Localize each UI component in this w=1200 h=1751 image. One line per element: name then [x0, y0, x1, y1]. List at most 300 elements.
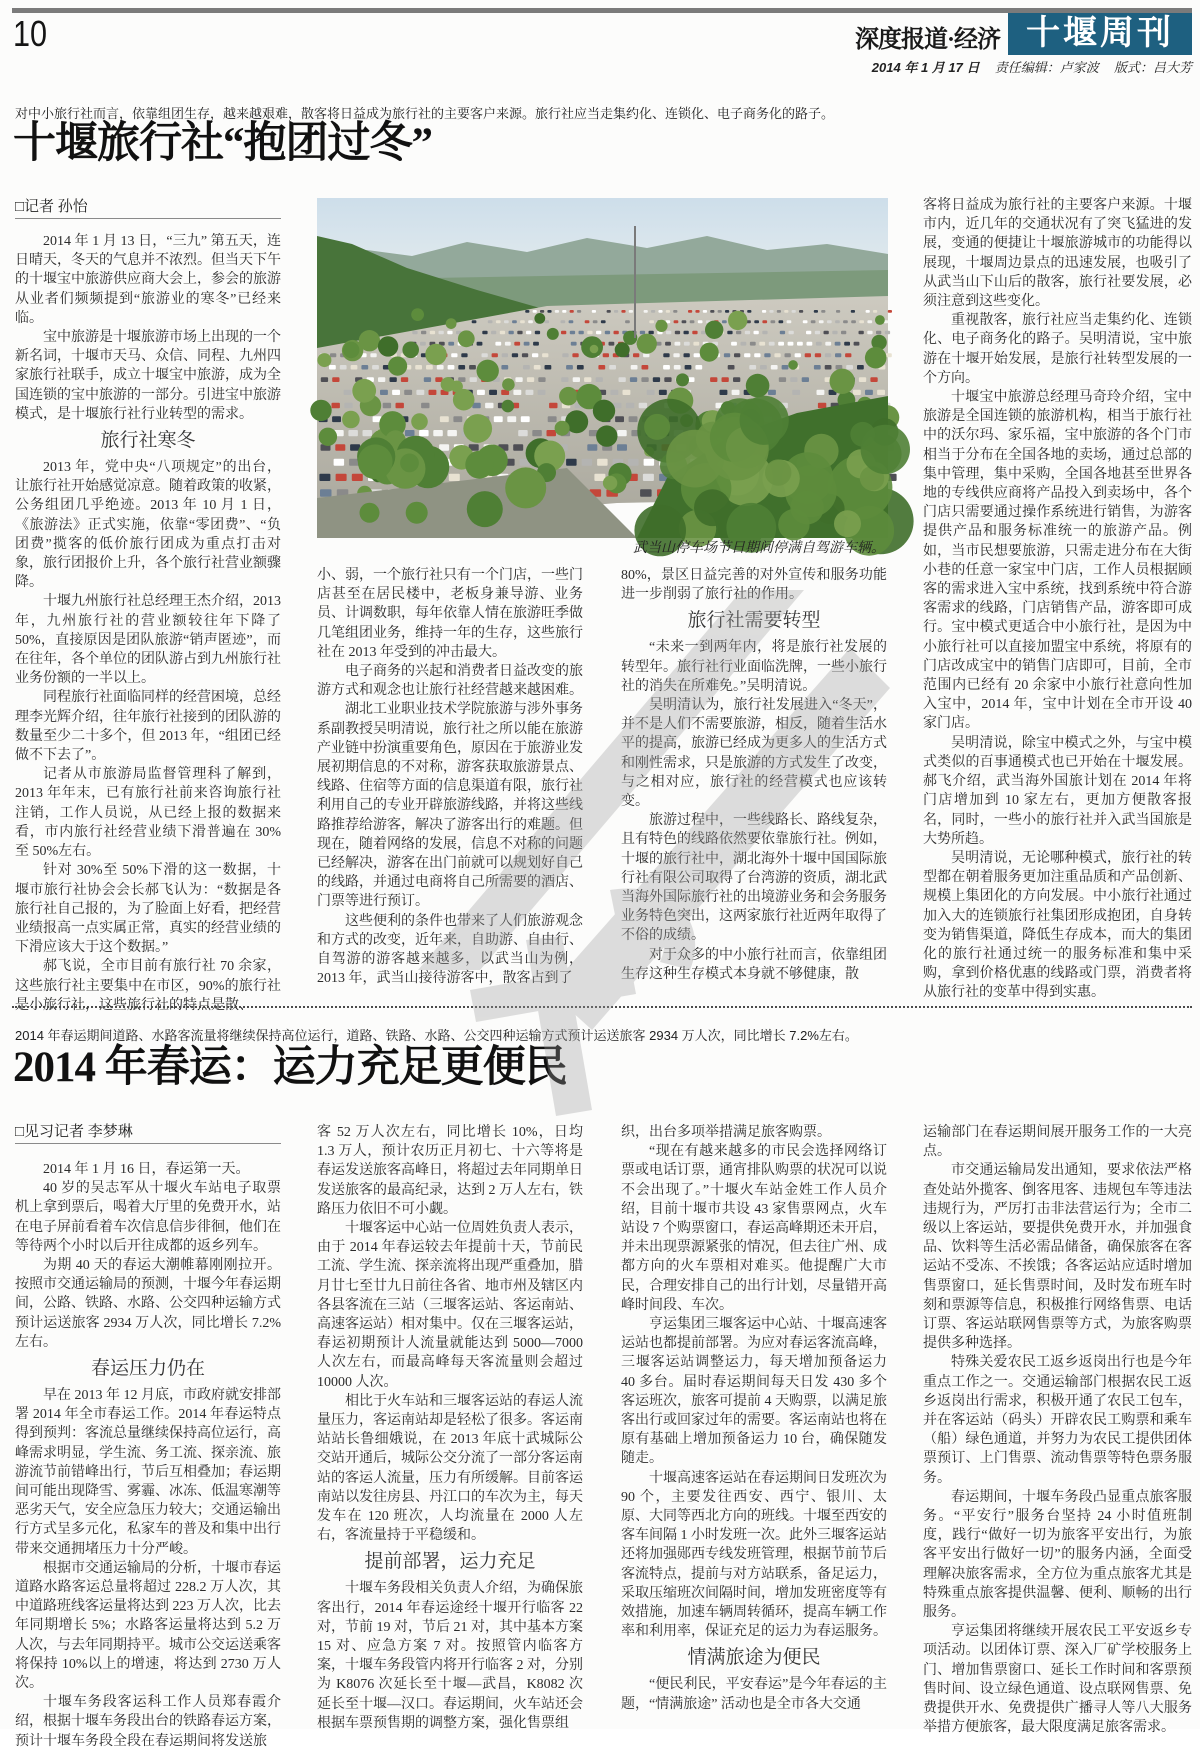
car: [859, 331, 864, 334]
car: [571, 342, 577, 346]
car: [521, 416, 530, 422]
car: [818, 403, 826, 409]
car: [866, 310, 870, 313]
car: [628, 459, 639, 466]
car: [469, 365, 476, 370]
car: [749, 365, 756, 370]
car: [494, 416, 503, 422]
car: [870, 377, 877, 382]
car: [692, 331, 697, 334]
car: [629, 310, 633, 313]
layout-editor: 版式：吕大芳: [1113, 60, 1192, 75]
car: [644, 459, 655, 466]
car: [643, 353, 649, 357]
car: [803, 320, 808, 323]
car: [448, 365, 455, 370]
car: [795, 353, 801, 357]
car: [532, 353, 538, 357]
car: [507, 416, 516, 422]
tree: [425, 344, 446, 365]
foliage: [834, 510, 861, 537]
column-subheading: 提前部署，运力充足: [364, 1551, 536, 1573]
date-editor-line: [872, 60, 1192, 75]
car: [768, 390, 776, 395]
car: [806, 331, 811, 334]
paragraph: 市交通运输局发出通知，要求依法严格查处站外揽客、倒客甩客、违规包车等违法违规行为，严厉打击非法营运行为；全市二级以上客运站，要提供免费开水，并加强食品、饮料等生活必需品储备，确保旅客在客运站不受冻、不挨饿；各客运站应适时增加售票窗口，延长售票时间，及时发布班车时刻和票源等信息，积极推行网络售票、电话订票、客运站联网售票等方式，为旅客购票提供多种选择。: [923, 1163, 1192, 1352]
tree: [603, 476, 617, 490]
car: [750, 342, 756, 346]
car: [694, 353, 700, 357]
tree: [352, 379, 376, 403]
car: [482, 353, 488, 357]
car: [582, 459, 593, 466]
car: [527, 377, 534, 382]
car: [535, 331, 540, 334]
article-deck: 对中小旅行社而言，依靠组团生存，越来越艰难，散客将日益成为旅行社的主要客户来源。旅行社应当走集约化、连锁化、电子商务化的路子。: [15, 106, 835, 121]
car: [851, 310, 855, 313]
car: [526, 390, 534, 395]
car: [577, 310, 581, 313]
car: [835, 342, 841, 346]
car: [673, 353, 679, 357]
article-column: [621, 1123, 887, 1729]
car: [605, 331, 610, 334]
foliage: [358, 444, 393, 479]
paragraph: 同程旅行社面临同样的经营困境，总经理李光辉介绍，往年旅行社接到的团队游的数量至少二十多个，但 2013 年，“组团已经做不下去了”。: [15, 690, 281, 764]
car: [485, 403, 493, 409]
paragraph: 小、弱，一个旅行社只有一个门店，一些门店甚至在居民楼中，老板身兼导游、业务员、计调数职，每年依靠人情在旅游旺季做几笔组团业务，维持一年的生存，这些旅行社在 2013 年受到的冲击最大。: [317, 568, 583, 660]
car: [614, 331, 619, 334]
car: [769, 310, 773, 313]
car: [732, 390, 740, 395]
car: [549, 403, 557, 409]
car: [461, 353, 467, 357]
car: [865, 390, 873, 395]
car: [845, 353, 851, 357]
car: [785, 353, 791, 357]
car: [538, 390, 546, 395]
tree: [319, 428, 337, 446]
paragraph: 2013 年，党中央“八项规定”的出台，让旅行社开始感觉凉意。随着政策的收紧，公务组团几乎绝迹。2013 年 10 月 1 日，《旅游法》正式实施，依靠“零团费”、“负团费”揽客的低价旅行团成为重点打击对象，旅行团报价上升，各个旅行社营业额骤降。: [15, 460, 281, 591]
foliage: [360, 503, 380, 523]
car: [561, 320, 566, 323]
paragraph: 根据市交通运输局的分析，十堰市春运道路水路客运总量将超过 228.2 万人次，其中道路班线客运量将达到 223 万人次，比去年同期增长 5%；水路客运量将达到 5.2 万人次，与去年同期持平。城市公交运送乘客将保持 10%以上的增速，将达到 2730 万人次。: [15, 1560, 281, 1692]
car: [430, 331, 435, 334]
car: [695, 365, 702, 370]
car: [540, 310, 544, 313]
car: [684, 353, 690, 357]
car: [334, 459, 345, 466]
paragraph: 客将日益成为旅行社的主要客户来源。十堰市内，近几年的交通状况有了突飞猛进的发展，变通的便捷让十堰旅游城市的功能得以展现，十堰周边景点的迅速发展，也吸引了从武当山下山后的散客，旅行社要发展，必须注意到这些变化。: [923, 198, 1192, 310]
car: [771, 320, 776, 323]
car: [736, 331, 741, 334]
tree: [746, 374, 770, 398]
tree: [676, 373, 689, 386]
tree: [310, 400, 331, 421]
article-column: [923, 1123, 1192, 1736]
car: [514, 342, 520, 346]
car: [778, 342, 784, 346]
tree: [463, 414, 492, 443]
car: [447, 331, 452, 334]
page-number: 10: [13, 13, 48, 54]
car: [405, 430, 415, 436]
paragraph: 十堰车务段客运科工作人员郑春霞介绍，根据十堰车务段出台的铁路春运方案，预计十堰车务段全段在春运期间将发送旅: [15, 1695, 281, 1749]
car: [754, 331, 759, 334]
car: [859, 320, 864, 323]
car: [684, 342, 690, 346]
car: [570, 310, 574, 313]
car: [619, 377, 626, 382]
car: [429, 390, 437, 395]
car: [477, 342, 483, 346]
car: [651, 310, 655, 313]
car: [404, 390, 412, 395]
tree: [453, 389, 475, 411]
car: [754, 353, 760, 357]
car: [674, 320, 679, 323]
car: [695, 310, 699, 313]
car: [779, 377, 786, 382]
car: [674, 365, 681, 370]
car: [760, 365, 767, 370]
car: [335, 444, 345, 451]
car: [663, 365, 670, 370]
car: [532, 430, 542, 436]
car: [640, 331, 645, 334]
car: [518, 430, 528, 436]
tree: [615, 342, 630, 357]
car: [876, 331, 881, 334]
tree: [700, 343, 719, 362]
car: [579, 331, 584, 334]
car: [703, 310, 707, 313]
car: [321, 377, 328, 382]
car: [585, 320, 590, 323]
responsible-editor: 责任编辑：卢家波: [994, 60, 1099, 75]
car: [496, 320, 501, 323]
car: [561, 377, 568, 382]
car: [501, 365, 508, 370]
car: [477, 390, 485, 395]
car: [811, 320, 816, 323]
car: [710, 310, 714, 313]
car: [675, 331, 680, 334]
tree: [637, 334, 657, 354]
car: [491, 331, 496, 334]
car: [851, 320, 856, 323]
car: [741, 342, 747, 346]
car: [617, 430, 627, 436]
car: [844, 342, 850, 346]
car: [495, 342, 501, 346]
car: [332, 403, 340, 409]
car: [784, 310, 788, 313]
car: [684, 331, 689, 334]
car: [629, 416, 638, 422]
foliage: [790, 491, 824, 525]
car: [348, 430, 358, 436]
car: [330, 353, 336, 357]
car: [747, 310, 751, 313]
paragraph: 十堰九州旅行社总经理王杰介绍，2013 年，九州旅行社的营业额较往年下降了 50%，直接原因是团队旅游“销声匿迹”，而在往年，各个单位的团队游占到九州旅行社业务份额的一半以上。: [15, 594, 281, 687]
car: [631, 365, 638, 370]
foliage: [400, 454, 419, 473]
car: [780, 331, 785, 334]
car: [401, 377, 408, 382]
car: [522, 353, 528, 357]
tree: [555, 421, 570, 436]
car: [644, 310, 648, 313]
car: [762, 331, 767, 334]
paragraph: 春运期间，十堰车务段凸显重点旅客服务。“平安行”服务台坚持 24 小时值班制度，践行“做好一切为旅客平安出行，为旅客平安出行做好一切”的服务内涵，全面受理解决旅客需求，全方位为重点旅客尤其是特殊重点旅客提供温馨、便利、顺畅的出行服务。: [923, 1489, 1192, 1621]
car: [658, 310, 662, 313]
car: [663, 353, 669, 357]
tree: [388, 357, 407, 376]
car: [361, 365, 368, 370]
car: [815, 353, 821, 357]
tree: [378, 336, 398, 356]
car: [378, 377, 385, 382]
tree: [502, 378, 515, 391]
car: [572, 353, 578, 357]
car: [771, 365, 778, 370]
foliage: [406, 502, 428, 524]
car: [641, 377, 648, 382]
paragraph: 亨运集团三堰客运中心站、十堰高速客运站也都提前部署。为应对春运客流高峰，三堰客运站调整运力，每天增加预备运力 40 多台。届时春运期间每天日发 430 多个客运班次，旅客可提前 4 天购票，以满足旅客出行或回家过年的需要。客运南站也将在原有基础上增加预备运力 10 台，确保随发随走。: [621, 1317, 887, 1467]
car: [592, 310, 596, 313]
tree: [502, 400, 515, 413]
tree: [655, 320, 667, 332]
tree: [534, 313, 545, 324]
car: [727, 331, 732, 334]
article-divider: [12, 1006, 1192, 1008]
car: [548, 416, 557, 422]
car: [426, 365, 433, 370]
car: [415, 365, 422, 370]
paragraph: 郝飞说，全市目前有旅行社 70 余家，这些旅行社主要集中在市区，90%的旅行社是小旅行社，这些旅行社的特点是散、: [15, 959, 281, 1013]
paragraph: 早在 2013 年 12 月底，市政府就安排部署 2014 年全市春运工作。2014 年春运特点得到预判：客流总量继续保持高位运行，高峰需求明显，学生流、务工流、探亲流、旅游流节前错峰出行，节后互相叠加；春运期间可能出现降雪、雾霾、冰冻、低温寒潮等恶劣天气，安全应急压力较大；交通运输出行方式呈多元化，私家车的普及和集中出行带来交通拥堵压力十分严峻。: [15, 1388, 281, 1557]
car: [819, 320, 824, 323]
car: [666, 310, 670, 313]
car: [722, 377, 729, 382]
column-subheading: 旅行社需要转型: [687, 610, 821, 632]
car: [764, 353, 770, 357]
car: [666, 331, 671, 334]
car: [615, 416, 624, 422]
car: [835, 353, 841, 357]
car: [728, 365, 735, 370]
car: [774, 353, 780, 357]
tree: [402, 342, 419, 359]
car: [587, 444, 597, 451]
car: [790, 377, 797, 382]
car: [718, 310, 722, 313]
car: [534, 365, 541, 370]
car: [504, 320, 509, 323]
car: [380, 390, 388, 395]
car: [416, 390, 424, 395]
car: [344, 390, 352, 395]
car: [836, 310, 840, 313]
car: [420, 342, 426, 346]
car: [825, 365, 832, 370]
car: [547, 430, 557, 436]
article-headline: 十堰旅行社“抱团过冬”: [13, 120, 432, 167]
column-subheading: 旅行社寒冬: [100, 430, 196, 452]
paragraph: 相比于火车站和三堰客运站的春运人流量压力，客运南站却是轻松了很多。客运南站站长鲁细娥说，在 2013 年底十武城际公交站开通后，城际公交分流了一部分客运南站的客运人流量，压力有所缓解。目前客运南站以发往房县、丹江口的车次为主，每天发车在 120 班次，人均流量在 2000 人左右，客流量持于平稳缓和。: [317, 1393, 583, 1544]
tree: [317, 353, 331, 367]
car: [888, 310, 892, 313]
foliage: [765, 459, 791, 485]
paragraph: “便民利民，平安春运”是今年春运的主题，“情满旅途” 活动也是全市各大交通: [621, 1677, 887, 1712]
car: [814, 310, 818, 313]
photo: [317, 198, 888, 538]
car: [859, 377, 866, 382]
tree: [547, 328, 559, 340]
car: [439, 331, 444, 334]
car: [682, 320, 687, 323]
car: [731, 342, 737, 346]
parking-lot-photo: [317, 198, 888, 538]
car: [363, 430, 373, 436]
car: [336, 474, 347, 481]
car: [390, 377, 397, 382]
paragraph: 吴明清说，除宝中模式之外，与宝中模式类似的百事通模式也已开始在十堰发展。郝飞介绍，武当海外国旅计划在 2014 年将门店增加到 10 家左右，更加方便散客报名，同时，一些小的旅行社并入武当国旅是大势所趋。: [923, 735, 1192, 847]
car: [885, 331, 890, 334]
tree: [590, 345, 599, 354]
car: [512, 353, 518, 357]
car: [329, 365, 336, 370]
paragraph: 十堰高速客运站在春运期间日发班次为 90 个，主要发往西安、西宁、银川、太原、大同等西北方向的班线。十堰至西安的客车间隔 1 小时发班一次。此外三堰客运站还将加强郧西专线发班管理，根据节前节后客流特点，提前与对方站联系，备足运力，采取压缩班次间隔时间，增加发班密度等有效措施，加速车辆周转循环，提高车辆工作率和利用率，保证充足的运力为春运服务。: [621, 1470, 887, 1640]
paragraph: “未来一到两年内，将是旅行社发展的转型年。旅行社行业面临洗牌，一些小旅行社的消失在所难免。”吴明清说。: [621, 640, 887, 694]
tree: [705, 321, 723, 339]
paragraph: 2014 年 1 月 13 日，“三九” 第五天，连日晴天，冬天的气息并不浓烈。但当天下午的十堰宝中旅游供应商大会上，参会的旅游从业者们频频提到“旅游业的寒冬”已经来临。: [15, 234, 281, 326]
car: [640, 489, 652, 497]
car: [421, 403, 429, 409]
paragraph: 2014 年 1 月 16 日，春运第一天。: [43, 1162, 250, 1177]
car: [630, 377, 637, 382]
car: [609, 365, 616, 370]
car: [607, 310, 611, 313]
car: [690, 320, 695, 323]
car: [513, 444, 523, 451]
paragraph: 针对 30%至 50%下滑的这一数据，十堰市旅行社协会会长郝飞认为：“数据是各旅行社自己报的，为了脸面上好看，把经营业绩报高一点实属正常，真实的经营业绩的下滑应该大于这个数据。”: [15, 863, 281, 956]
car: [779, 320, 784, 323]
car: [832, 331, 837, 334]
car: [524, 342, 530, 346]
car: [512, 320, 517, 323]
tree: [596, 425, 617, 446]
car: [821, 310, 825, 313]
car: [665, 342, 671, 346]
issue-date: 2014 年 1 月 17 日: [871, 60, 980, 75]
car: [617, 444, 627, 451]
car: [614, 310, 618, 313]
car: [547, 310, 551, 313]
car: [449, 474, 460, 481]
paragraph: 旅游过程中，一些线路长、路线复杂，且有特色的线路依然要依靠旅行社。例如，十堰的旅行社中，湖北海外十堰中国国际旅行社有限公司取得了台湾游的资质，湖北武当海外国际旅行社的出境游业务和会务服务业务特色突出，这两家旅行社近两年取得了不俗的成绩。: [621, 813, 887, 944]
car: [802, 377, 809, 382]
car: [854, 342, 860, 346]
car: [841, 331, 846, 334]
car: [372, 365, 379, 370]
article-headline: 2014 年春运：运力充足更便民: [13, 1044, 567, 1091]
car: [745, 331, 750, 334]
car: [797, 342, 803, 346]
car: [566, 459, 577, 466]
car: [566, 365, 573, 370]
car: [598, 365, 605, 370]
car: [319, 474, 330, 481]
car: [523, 365, 530, 370]
car: [814, 365, 821, 370]
tree: [865, 347, 887, 369]
car: [533, 310, 537, 313]
column-subheading: 情满旅途为便民: [687, 1647, 821, 1669]
article-column: [621, 566, 887, 990]
car: [782, 365, 789, 370]
car: [488, 320, 493, 323]
car: [633, 353, 639, 357]
car: [500, 331, 505, 334]
foliage: [850, 422, 875, 447]
paragraph: 重视散客，旅行社应当走集约化、连锁化、电子商务化的路子。吴明清说，宝中旅游在十堰开始发展，是旅行社转型发展的一个方向。: [923, 313, 1192, 386]
car: [754, 320, 759, 323]
car: [788, 342, 794, 346]
car: [593, 320, 598, 323]
tree: [446, 318, 457, 329]
car: [383, 403, 391, 409]
car: [562, 353, 568, 357]
paragraph: 40 岁的吴志军从十堰火车站电子取票机上拿到票后，喝着大厅里的免费开水，站在电子屏前看着车次信息信步徘徊，他们在等待两个小时以后开往成都的返乡列车。: [15, 1181, 281, 1254]
car: [520, 320, 525, 323]
car: [688, 310, 692, 313]
car: [573, 377, 580, 382]
car: [458, 365, 465, 370]
car: [370, 353, 376, 357]
tree: [875, 315, 885, 325]
car: [320, 489, 332, 497]
car: [538, 377, 545, 382]
paragraph: 十堰车务段相关负责人介绍，为确保旅客出行，2014 年春运途经十堰开行临客 22 对，节前 19 对，节后 21 对，其中基本方案 15 对、应急方案 7 对。按照管内临客方案，十堰车务段管内将开行临客 2 对，分别为 K8076 次延长至十堰—武昌，K8082 次延长至十堰—汉口。春运期间，火车站还会根据车票预售期的调整方案，强化售票组: [317, 1581, 583, 1731]
paragraph: 十堰客运中心站一位周姓负责人表示，由于 2014 年春运较去年提前十天，节前民工流、学生流、探亲流将出现严重叠加，腊月廿七至廿九日前往各省、地市州及辖区内各县客流在三站（三堰客运站、客运南站、高速客运站）相对集中。仅在三堰客运站，春运初期预计人流量就能达到 5000—7000 人次左右，而最高峰每天客流量则会超过 10000 人次。: [317, 1221, 583, 1390]
car: [570, 331, 575, 334]
car: [675, 342, 681, 346]
foliage: [467, 491, 503, 527]
column-subheading: 春运压力仍在: [90, 1358, 205, 1380]
car: [815, 331, 820, 334]
car: [733, 377, 740, 382]
car: [817, 390, 825, 395]
car: [659, 390, 667, 395]
car: [597, 459, 608, 466]
tree: [477, 360, 499, 382]
car: [759, 342, 765, 346]
car: [492, 353, 498, 357]
car: [515, 377, 522, 382]
car: [642, 365, 649, 370]
car: [792, 310, 796, 313]
car: [722, 320, 727, 323]
tree: [411, 308, 424, 321]
car: [489, 390, 497, 395]
paragraph: 记者从市旅游局监督管理科了解到，2013 年年末，已有旅行社前来咨询旅行社注销，工作人员说，从已经上报的数据来看，市内旅行社经营业绩下滑普遍在 30%至 50%左右。: [15, 767, 281, 860]
tree: [593, 400, 615, 422]
car: [725, 310, 729, 313]
car: [693, 342, 699, 346]
article-column: [15, 196, 281, 1013]
